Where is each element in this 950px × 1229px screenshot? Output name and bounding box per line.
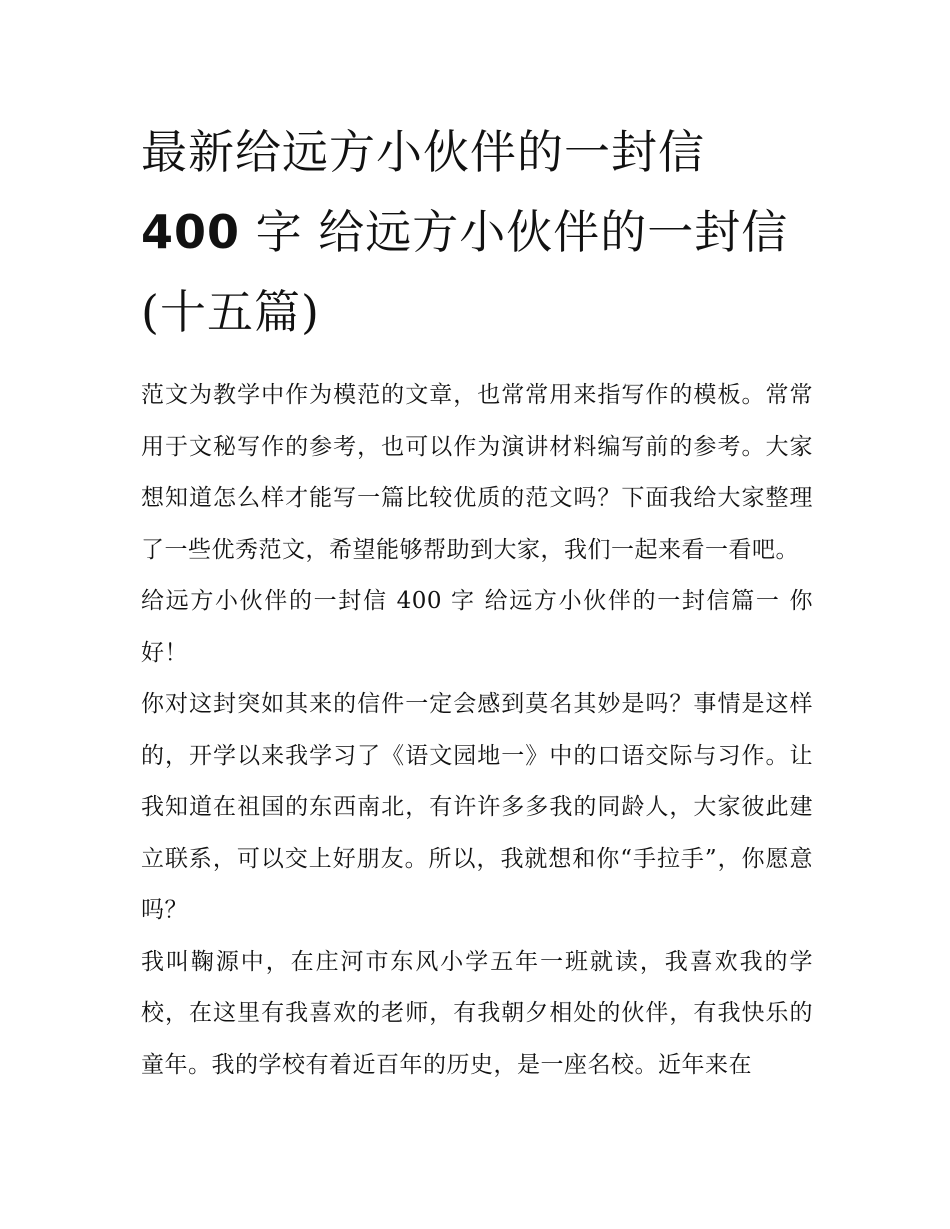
title-number: 400 [141,205,241,259]
document-title [141,112,813,352]
title-part-2: 字 给远方小伙伴的一封信(十五篇) [141,205,789,339]
paragraph-intro: 范文为教学中作为模范的文章，也常常用来指写作的模板。常常用于文秘写作的参考，也可以作为演讲材料编写前的参考。大家想知道怎么样才能写一篇比较优质的范文吗？下面我给大家整理了一些优秀范文，希望能够帮助到大家，我们一起来看一看吧。 [141,382,813,563]
paragraph-letter-1: 你对这封突如其来的信件一定会感到莫名其妙是吗？事情是这样的，开学以来我学习了《语文园地一》中的口语交际与习作。让我知道在祖国的东西南北，有许许多多我的同龄人，大家彼此建立联系，可以交上好朋友。所以，我就想和你“手拉手”，你愿意吗？ [141,691,813,923]
title-part-1: 最新给远方小伙伴的一封信 [141,125,705,179]
document-content [141,112,813,1091]
paragraph-heading: 给远方小伙伴的一封信 400 字 给远方小伙伴的一封信篇一 你好！ [141,588,813,666]
paragraph-letter-2: 我叫鞠源中，在庄河市东风小学五年一班就读，我喜欢我的学校，在这里有我喜欢的老师，有我朝夕相处的伙伴，有我快乐的童年。我的学校有着近百年的历史，是一座名校。近年来在 [141,948,813,1078]
